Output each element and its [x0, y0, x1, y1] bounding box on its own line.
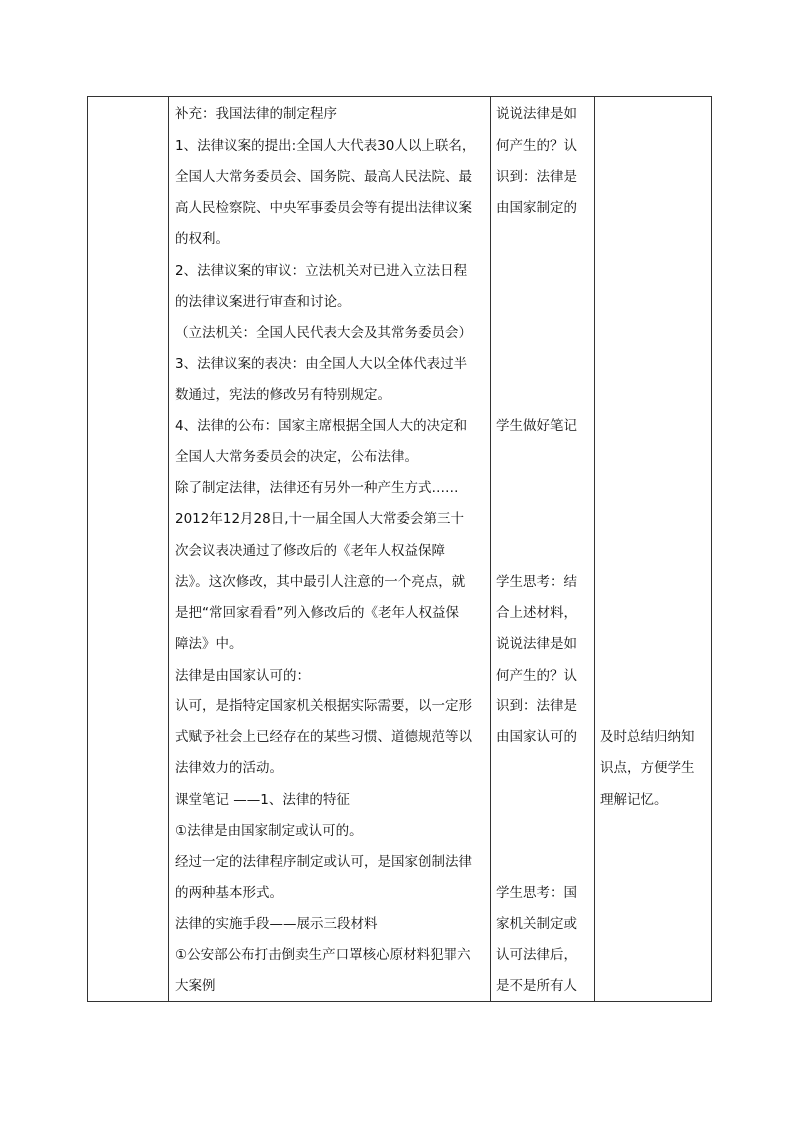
content-line: 除了制定法律，法律还有另外一种产生方式……: [175, 480, 459, 496]
content-line: 的权利。: [175, 231, 229, 247]
content-line: 法律效力的活动。: [175, 760, 283, 776]
content-line: 式赋予社会上已经存在的某些习惯、道德规范等以: [175, 729, 472, 745]
content-line: 高人民检察院、中央军事委员会等有提出法律议案: [175, 200, 472, 216]
content-line: 2、法律议案的审议：立法机关对已进入立法日程: [175, 263, 468, 279]
student-activity-line: 是不是所有人: [496, 978, 577, 994]
teaching-content-cell: [169, 97, 491, 1002]
student-activity-line: 家机关制定或: [496, 916, 577, 932]
lesson-plan-table: [87, 96, 712, 1002]
student-activity-line: 合上述材料，: [496, 605, 577, 621]
content-line: 法律的实施手段——展示三段材料: [175, 916, 378, 932]
content-line: ①法律是由国家制定或认可的。: [175, 823, 363, 839]
content-line: 认可，是指特定国家机关根据实际需要，以一定形: [175, 698, 472, 714]
student-activity-line: 由国家制定的: [496, 200, 577, 216]
design-intent-cell: [595, 97, 712, 1002]
content-line: 3、法律议案的表决：由全国人大以全体代表过半: [175, 356, 468, 372]
content-line: ①公安部公布打击倒卖生产口罩核心原材料犯罪六: [175, 947, 471, 963]
content-line: 全国人大常务委员会、国务院、最高人民法院、最: [175, 169, 472, 185]
student-activity-line: 说说法律是如: [496, 106, 577, 122]
content-line: 法律是由国家认可的：: [175, 668, 310, 684]
content-line: 全国人大常务委员会的决定，公布法律。: [175, 449, 418, 465]
student-activity-line: 学生做好笔记: [496, 418, 577, 434]
content-line: 障法》中。: [175, 636, 243, 652]
student-activity-cell: [491, 97, 595, 1002]
content-line: （立法机关：全国人民代表大会及其常务委员会）: [175, 325, 472, 341]
student-activity-line: 识到：法律是: [496, 698, 577, 714]
content-line: 2012年12月28日,十一届全国人大常委会第三十: [175, 511, 465, 527]
student-activity-line: 说说法律是如: [496, 636, 577, 652]
student-activity-line: 学生思考：结: [496, 574, 577, 590]
student-activity-line: 何产生的？认: [496, 668, 577, 684]
design-intent-line: 及时总结归纳知: [600, 729, 695, 745]
design-intent-line: 识点，方便学生: [600, 760, 695, 776]
content-line: 是把“常回家看看”列入修改后的《老年人权益保: [175, 605, 459, 621]
student-activity-line: 认可法律后，: [496, 947, 577, 963]
content-line: 次会议表决通过了修改后的《老年人权益保障: [175, 543, 445, 559]
content-line: 1、法律议案的提出:全国人大代表30人以上联名，: [175, 138, 476, 154]
design-intent-line: 理解记忆。: [600, 792, 668, 808]
blank-column-cell: [88, 97, 169, 1002]
content-line: 课堂笔记 ——1、法律的特征: [175, 792, 350, 808]
content-line: 大案例: [175, 978, 216, 994]
content-line: 4、法律的公布：国家主席根据全国人大的决定和: [175, 418, 468, 434]
content-line: 数通过，宪法的修改另有特别规定。: [175, 387, 391, 403]
student-activity-line: 识到：法律是: [496, 169, 577, 185]
content-line: 的两种基本形式。: [175, 885, 283, 901]
content-line: 补充：我国法律的制定程序: [175, 106, 337, 122]
content-line: 的法律议案进行审查和讨论。: [175, 294, 351, 310]
content-line: 法》。这次修改，其中最引人注意的一个亮点，就: [175, 574, 466, 590]
content-line: 经过一定的法律程序制定或认可，是国家创制法律: [175, 854, 472, 870]
student-activity-line: 由国家认可的: [496, 729, 577, 745]
student-activity-line: 学生思考：国: [496, 885, 577, 901]
student-activity-line: 何产生的？认: [496, 138, 577, 154]
